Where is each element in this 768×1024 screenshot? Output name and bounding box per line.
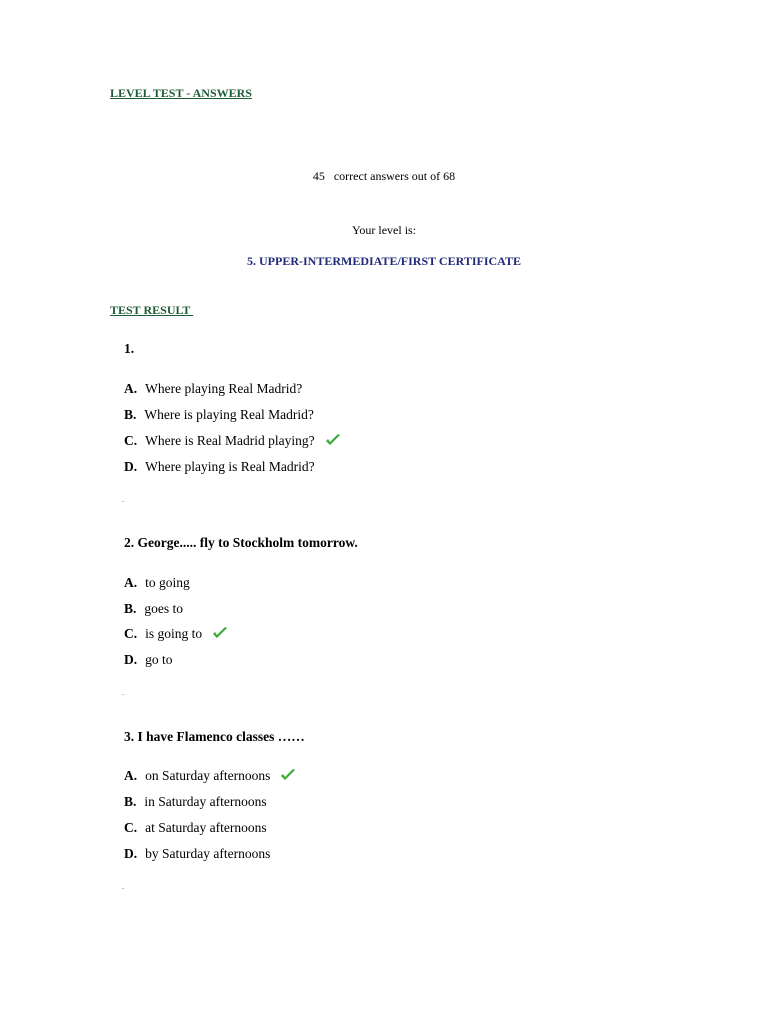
option-letter: D. — [124, 459, 138, 474]
question-1-option-d — [124, 459, 315, 475]
option-text: in Saturday afternoons — [144, 794, 267, 809]
option-letter: A. — [124, 381, 138, 396]
option-letter: A. — [124, 768, 138, 783]
question-2-option-b — [124, 601, 183, 617]
option-letter: B. — [124, 601, 137, 616]
option-text: to going — [145, 575, 190, 590]
checkmark-icon — [325, 434, 341, 448]
score-text: correct answers out of 68 — [333, 169, 456, 183]
option-text: go to — [145, 652, 173, 667]
option-letter: D. — [124, 652, 138, 667]
option-letter: B. — [124, 407, 137, 422]
question-2-option-d — [124, 652, 173, 668]
question-2-prompt: 2. George..... fly to Stockholm tomorrow. — [124, 535, 358, 550]
separator-dot — [122, 888, 124, 889]
option-letter: D. — [124, 846, 138, 861]
page-title: LEVEL TEST - ANSWERS — [110, 86, 252, 100]
question-3-option-c — [124, 820, 267, 836]
test-result-heading: TEST RESULT — [110, 303, 194, 317]
checkmark-icon — [212, 627, 228, 641]
checkmark-icon — [280, 769, 296, 783]
option-letter: A. — [124, 575, 138, 590]
question-1-prompt: 1. — [124, 341, 135, 356]
option-letter: C. — [124, 820, 138, 835]
option-text: Where playing is Real Madrid? — [145, 459, 315, 474]
score-value: 45 — [312, 169, 325, 183]
option-text: goes to — [144, 601, 184, 616]
question-1-option-b — [124, 407, 314, 423]
question-3-option-d — [124, 846, 270, 862]
level-prompt: Your level is: — [351, 223, 417, 237]
level-name: 5. UPPER-INTERMEDIATE/FIRST CERTIFICATE — [247, 254, 521, 268]
question-1-option-c — [124, 433, 341, 449]
question-3-option-a — [124, 768, 296, 784]
option-text: Where playing Real Madrid? — [145, 381, 303, 396]
question-3-option-b — [124, 794, 267, 810]
option-letter: C. — [124, 433, 138, 448]
option-text: Where is Real Madrid playing? — [145, 433, 315, 448]
option-text: Where is playing Real Madrid? — [144, 407, 314, 422]
option-text: at Saturday afternoons — [145, 820, 267, 835]
separator-dot — [122, 694, 124, 695]
question-3-prompt: 3. I have Flamenco classes …… — [124, 729, 305, 744]
separator-dot — [122, 501, 124, 502]
option-text: by Saturday afternoons — [145, 846, 271, 861]
score-line — [0, 169, 768, 184]
question-2-option-c — [124, 626, 228, 642]
option-letter: C. — [124, 626, 138, 641]
question-2-option-a — [124, 575, 190, 591]
option-text: is going to — [145, 626, 203, 641]
question-1-option-a — [124, 381, 302, 397]
option-letter: B. — [124, 794, 137, 809]
option-text: on Saturday afternoons — [145, 768, 271, 783]
